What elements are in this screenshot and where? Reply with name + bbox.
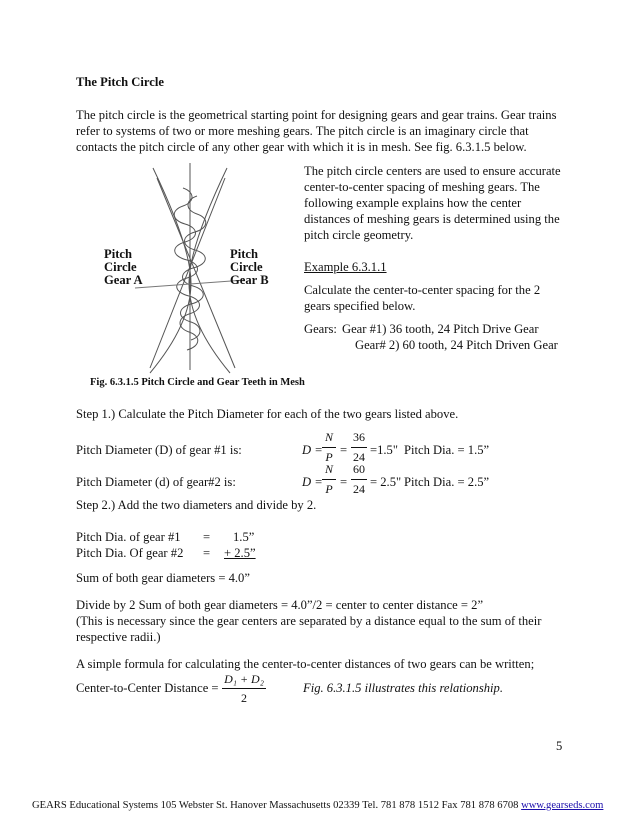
pd1-result: =1.5" <box>370 443 398 457</box>
figure-caption: Fig. 6.3.1.5 Pitch Circle and Gear Teeth in Mesh <box>90 377 305 388</box>
example-title: Example 6.3.1.1 <box>304 260 387 274</box>
pitch-circle-a-arc <box>150 168 191 373</box>
sum-row-1-value: 1.5” <box>233 530 255 544</box>
footer-link[interactable]: www.gearseds.com <box>521 800 604 811</box>
pd1-num1: N <box>324 430 333 444</box>
side-text-5: pitch circle geometry. <box>304 228 414 242</box>
step1-text: Step 1.) Calculate the Pitch Diameter for each of the two gears listed above. <box>76 407 459 421</box>
pitch-circle-b-label <box>230 248 269 287</box>
sum-row-1-label: Pitch Dia. of gear #1 <box>76 530 181 544</box>
gear2-spec: Gear# 2) 60 tooth, 24 Pitch Driven Gear <box>355 338 558 352</box>
gear-teeth-a <box>174 188 199 350</box>
divide-line: Divide by 2 Sum of both gear diameters = 4.0”/2 = center to center distance = 2” <box>76 598 484 612</box>
label-a-line-1: Pitch <box>104 247 132 261</box>
page-number: 5 <box>556 739 563 753</box>
pd2-result: = 2.5" <box>370 475 402 489</box>
example-text-1: Calculate the center-to-center spacing for the 2 <box>304 283 541 297</box>
pd1-fraction-bar-2 <box>351 447 367 448</box>
side-text-3: following example explains how the center <box>304 196 522 210</box>
pd2-fraction-bar-1 <box>322 479 336 480</box>
line-of-action-2 <box>150 178 225 368</box>
pd2-den2: 24 <box>353 482 365 496</box>
formula-intro: A simple formula for calculating the center-to-center distances of two gears can be written; <box>76 657 535 671</box>
note-line-2: respective radii.) <box>76 630 161 644</box>
label-a-line-3: Gear A <box>104 273 143 287</box>
formula-fraction-bar <box>222 688 266 689</box>
pd1-lhs: D = <box>302 443 323 457</box>
side-text-1: The pitch circle centers are used to ensure accurate <box>304 164 561 178</box>
sum-row-2-eq: = <box>203 546 211 560</box>
pd2-fraction-bar-2 <box>351 479 367 480</box>
gears-label: Gears: <box>304 322 337 336</box>
pd1-fraction-bar-1 <box>322 447 336 448</box>
formula-denominator: 2 <box>241 691 247 705</box>
sum-row-1-eq: = <box>203 530 211 544</box>
pd1-num2: 36 <box>353 430 365 444</box>
pd1-eq: = <box>340 443 348 457</box>
section-title: The Pitch Circle <box>76 75 164 89</box>
pd1-summary: Pitch Dia. = 1.5” <box>404 443 490 457</box>
sum-total: Sum of both gear diameters = 4.0” <box>76 571 250 585</box>
pitch-circle-a-label <box>104 248 143 287</box>
sum-row-2-value: + 2.5” <box>224 546 256 560</box>
footer-text: GEARS Educational Systems 105 Webster St. Hanover Massachusetts 02339 Tel. 781 878 1512 Fax 781 878 6708 <box>32 800 522 811</box>
pd1-label: Pitch Diameter (D) of gear #1 is: <box>76 443 242 457</box>
step2-text: Step 2.) Add the two diameters and divide by 2. <box>76 498 317 512</box>
pd1-den2: 24 <box>353 450 365 464</box>
intro-line-1: The pitch circle is the geometrical starting point for designing gears and gear trains. Gear trains <box>76 108 557 122</box>
label-b-line-3: Gear B <box>230 273 269 287</box>
pd2-num1: N <box>324 462 333 476</box>
label-b-line-2: Circle <box>230 260 263 274</box>
pd1-den1: P <box>325 450 333 464</box>
gear1-spec: Gear #1) 36 tooth, 24 Pitch Drive Gear <box>342 322 539 336</box>
sum-row-2-label: Pitch Dia. Of gear #2 <box>76 546 184 560</box>
side-text-2: center-to-center spacing of meshing gears. The <box>304 180 540 194</box>
side-text-4: distances of meshing gears is determined using the <box>304 212 560 226</box>
label-a-line-2: Circle <box>104 260 137 274</box>
pd2-label: Pitch Diameter (d) of gear#2 is: <box>76 475 236 489</box>
example-text-2: gears specified below. <box>304 299 416 313</box>
label-b-line-1: Pitch <box>230 247 258 261</box>
pd2-num2: 60 <box>353 462 365 476</box>
pd2-eq: = <box>340 475 348 489</box>
note-line-1: (This is necessary since the gear centers are separated by a distance equal to the sum of their <box>76 614 542 628</box>
formula-label: Center-to-Center Distance = <box>76 681 219 695</box>
pd2-summary: Pitch Dia. = 2.5” <box>404 475 490 489</box>
formula-note: Fig. 6.3.1.5 illustrates this relationship. <box>303 681 503 695</box>
intro-line-3: contacts the pitch circle of any other gear with which it is in mesh. See fig. 6.3.1.5 below. <box>76 140 527 154</box>
pd2-lhs: D = <box>302 475 323 489</box>
formula-numerator: D₁ + D₂ <box>224 672 264 686</box>
pd2-den1: P <box>325 482 333 496</box>
footer <box>32 799 603 813</box>
intro-line-2: refer to systems of two or more meshing gears. The pitch circle is an imaginary circle that <box>76 124 529 138</box>
